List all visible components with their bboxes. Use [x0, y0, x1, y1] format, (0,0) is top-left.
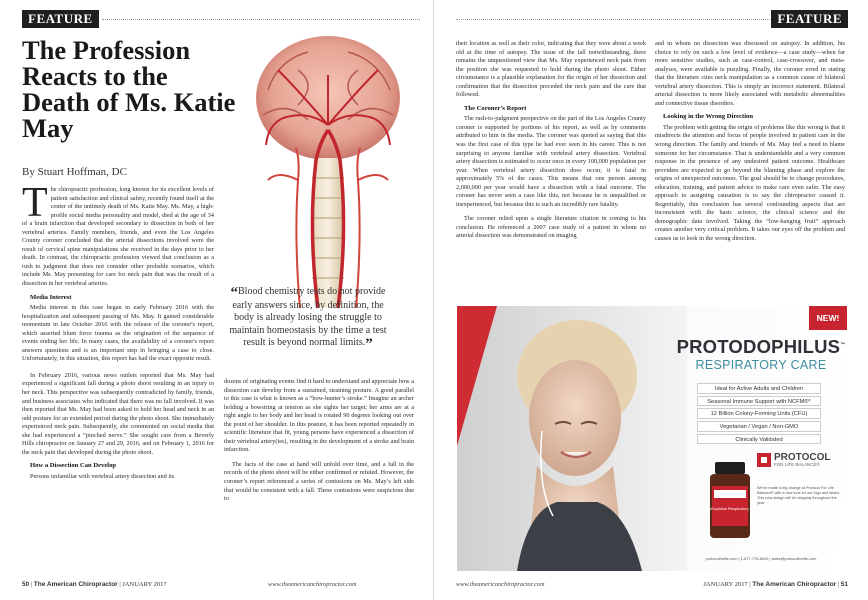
footer-page-number: 51 [840, 581, 848, 588]
media-paragraph-2: In February 2016, various news outlets reported that Ms. May had experienced a significant fall during a photo shoot resulting in an injury to her neck. This perspective was subsequently contradicted by family, friends, and business associates who indicated that there was no fall involved. It was then reported that Ms. May had been asked to hold her head and neck in an odd posture for an extended period during the photo shoot. She immediately experienced neck pain. Subsequently, she commented on social media that she had experienced a “pinched nerve.” She sought care from a Beverly Hills chiropractor on January 27 and 29, 2016, and on February 1, 2016 for the neck pain that developed during the photo shoot. [22, 371, 214, 456]
right-column-1 [456, 40, 646, 246]
ad-feature-item: Vegetarian / Vegan / Non-GMO [697, 421, 821, 432]
left-column-2 [224, 378, 414, 508]
ad-brand-trademark: ™ [840, 341, 846, 348]
byline: By Stuart Hoffman, DC [22, 166, 127, 178]
ad-brand-name [675, 336, 847, 358]
subhead-dissection-develop: How a Dissection Can Develop [30, 462, 117, 470]
article-headline: The Profession Reacts to the Death of Ms. Katie May [22, 35, 236, 143]
footer-page-number: 50 [22, 581, 30, 588]
right-col2-paragraph-2: The problem with getting the origin of problems like this wrong is that it misdirects the attention and focus of people involved in patient care in the wrong direction. The family and friends of Ms. May feel a need to blame someone for her circumstance. That is understandable and a very common response in the presence of any undesired patient outcome. Healthcare providers are expected to go beyond the blaming phase and explore the origins of unexpected outcomes. The goal should be to change procedures, education, training, and patient advice to make care even safer. The easy approach to assigning causation is to say the chiropractor caused it. Regrettably, this conclusion has several confounding aspects that are inconsistent with the basic science, the clinical science and the demographic data involved. Taking the “low-hanging fruit” approach creates another very critical problem. It takes our eyes off the problem and causes us to look in the wrong direction. [655, 123, 845, 243]
right-col1-paragraph-2: The rush-to-judgment perspective on the part of the Los Angeles County coroner is supported by portions of his report, as well as by comments attributed to him in the media. The coroner was quoted as saying that this was the first case of this type he had ever seen in his career. This is not surprising to anyone familiar with vertebral artery dissection. Vertebral artery dissection is estimated to occur once in every 100,000 population per year. When vertebral artery dissection does occur, it is fatal in approximately 5% of the cases. This means that one person among 2,000,000 per year would have a dissection with a fatal outcome. The coroner has never seen a case like this, not because he is unqualified or inexperienced, but because this is such an incredibly rare fatality. [456, 115, 646, 208]
right-col2-paragraph-1: and in whom no dissection was discussed on autopsy. In addition, his choice to rely on such a low level of evidence—a case study—when far more sensitive studies, such as case-control, case-crossover, and meta-analyses, were available is puzzling. Finally, the coroner erred in stating that the literature cites neck manipulation as a common cause of bilateral vertebral artery dissection. This is simply an incorrect statement. Bilateral arterial dissection is more likely associated with metabolic abnormalities and connective tissue disorders. [655, 40, 845, 107]
close-quote-mark: ” [365, 336, 373, 352]
protocol-logo-name: PROTOCOL [774, 452, 831, 463]
ad-feature-item: Ideal for Active Adults and Children [697, 383, 821, 394]
right-col1-paragraph-3: The coroner relied upon a single literature citation in coming to his conclusion. He referenced a 2007 case study of a patient in whom no arterial dissection was demonstrated on imaging [456, 215, 646, 240]
face [529, 360, 621, 476]
pull-quote [226, 286, 390, 351]
ad-subtitle: RESPIRATORY CARE [695, 358, 827, 372]
open-quote-mark: “ [230, 285, 238, 301]
protocol-logo-tagline: FOR LIFE BALANCE® [774, 462, 820, 467]
brain-arteries-illustration [238, 30, 418, 310]
footer-left [22, 581, 167, 588]
athlete-photo [457, 306, 687, 571]
ad-feature-item: Seasonal Immune Support with NCFM®* [697, 396, 821, 407]
footer-date: JANUARY 2017 [703, 581, 748, 588]
middle-paragraph-2: The facts of the case at hand will unfold over time, and a fall in the records of the photo shoot will be either confirmed or refuted. However, the coroner’s report referenced a series of contusions on Ms. May’s left side that would be consistent with a fall. These contusions were suspicious due to [224, 460, 414, 503]
header-rule-right [456, 19, 776, 20]
subhead-wrong-direction: Looking in the Wrong Direction [663, 113, 754, 121]
subhead-media-interest: Media Interest [30, 293, 72, 301]
ad-feature-item: Clinically Validated [697, 434, 821, 445]
footer-magazine-name: The American Chiropractor [33, 581, 118, 588]
protocol-logo [757, 453, 830, 467]
develop-paragraph-1: Persons unfamiliar with vertebral artery dissection and its [30, 472, 175, 480]
protocol-advertisement[interactable] [457, 306, 847, 571]
footer-separator: | [30, 581, 34, 588]
left-column-1 [22, 180, 214, 486]
header-rule-left [102, 19, 420, 20]
footer-magazine-name: The American Chiropractor [752, 581, 837, 588]
ad-label-change-note: We've made a big change at Protocol For Life Balance® with a new look for our logo and labels. This new design will be shipping throughout the year. [757, 486, 841, 505]
ad-feature-item: 12 Billion Colony-Forming Units (CFU) [697, 408, 821, 419]
bottle-label: ProtoDophilus Respiratory Care [701, 506, 759, 511]
subhead-coroners-report: The Coroner’s Report [464, 104, 527, 112]
right-column-2 [655, 40, 845, 248]
drop-cap: T [22, 180, 48, 226]
section-tab-left: FEATURE [22, 10, 99, 28]
right-col1-paragraph-1: their location as well as their color, indicating that they were about a week old at the time of autopsy. The issue of the fall notwithstanding, there remains the unquestioned view that Ms. May experienced neck pain from the position she was requested to hold during the photo shoot. Either circumstance is a plausible explanation for the origin of her dissection and confirmation that the dissection preceded the neck pain and the care that followed. [456, 40, 646, 99]
footer-url-left[interactable]: www.theamericanchiropractor.com [268, 581, 357, 588]
footer-separator: | [837, 581, 841, 588]
footer-separator: | [749, 581, 753, 588]
ad-brand-text: PROTODOPHILUS [676, 336, 841, 357]
footer-right [703, 581, 848, 588]
intro-paragraph: he chiropractic profession, long known for its excellent levels of patient satisfaction and clinical safety, recently found itself at the center of the untimely death of Ms. Katie May. Ms. May, a high-profile social media personality and model, died at the age of 34 of a brain infarction that developed secondary to dissection in both of her vertebral arteries. Family members, friends, and even the Los Angeles County coroner concluded that the arterial dissections involved were the result of cervical spine manipulations she received in the days prior to her death. In contrast, the chiropractic profession viewed that conclusion as a rush to judgment that does not consider other probable scenarios, which include Ms. May presenting for care for neck pain that was the result of a dissection in her vertebral arteries. [22, 186, 214, 288]
middle-paragraph-1: dozens of originating events find it hard to understand and appreciate how a dissection can develop from a sustained, straining posture. A good parallel to this case is what is known as a “bow-hunter’s stroke.” Imagine an archer holding a bowstring at tension as she sights her target; her arms are at a right angle to her body and her head is rotated 90 degrees looking out over the point of her shoulder. In this posture, it has been reported repeatedly in scientific literature that fit, young persons have experienced a dissection of their vertebral artery(ies), resulting in the development of a stroke and brain infarction. [224, 378, 414, 454]
right-page [434, 0, 868, 600]
ad-feature-list [697, 383, 821, 446]
section-tab-right: FEATURE [771, 10, 848, 28]
protocol-logo-icon [757, 453, 771, 467]
ad-contact-line[interactable]: protocolforlife.com | 1-877-776-8610 | sales@protocolforlife.com [705, 556, 817, 561]
footer-date: JANUARY 2017 [122, 581, 167, 588]
footer-url-right[interactable]: www.theamericanchiropractor.com [456, 581, 545, 588]
product-bottle [701, 462, 759, 540]
footer-separator: | [119, 581, 123, 588]
pull-quote-text: Blood chemistry tests do not provide early answers since, by definition, the body is already losing the struggle to maintain homeostasis by the time a test result is beyond normal limits. [229, 286, 387, 348]
new-badge: NEW! [809, 306, 847, 330]
media-paragraph-1: Media interest in this case began in early February 2016 with the hospitalization and subsequent passing of Ms. May. It gained considerable momentum in late October 2016 with the release of the coroner's report, which asserted blunt force trauma as the origination of the sequence of events ending her life. In many cases, the availability of a coroner's report answers questions and is an important step in bringing a case to close. Unfortunately, in this situation, this report has had the exact opposite result. [22, 304, 214, 363]
